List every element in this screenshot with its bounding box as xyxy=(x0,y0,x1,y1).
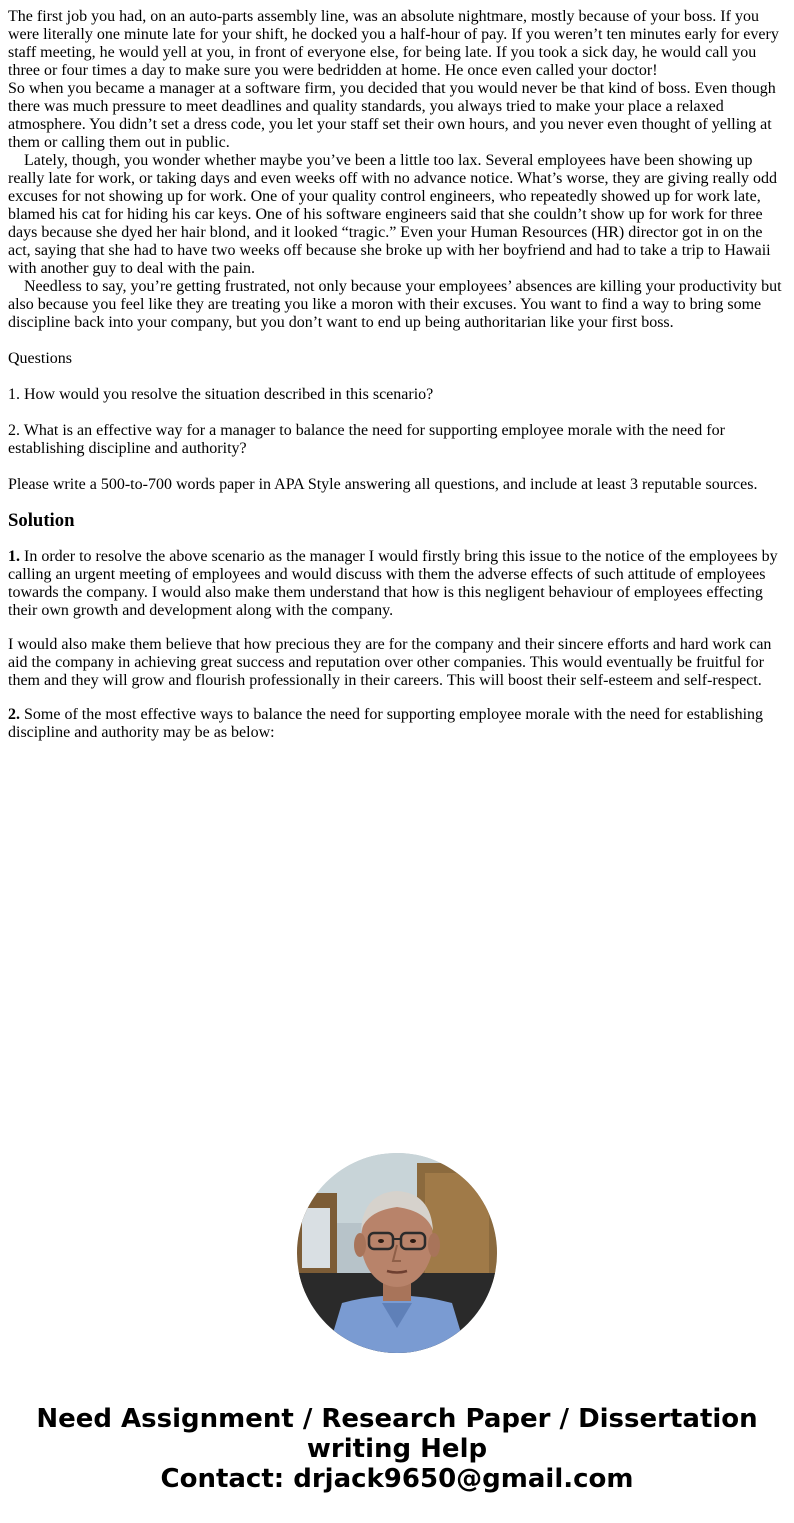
promo-line-1: Need Assignment / Research Paper / Dissertation xyxy=(36,1404,758,1434)
solution-paragraph-3 xyxy=(8,706,784,742)
scenario-paragraph-1: The first job you had, on an auto-parts assembly line, was an absolute nightmare, mostly because of your boss. If you were literally one minute late for your shift, he docked you a half-hour of pay. If you weren’t ten minutes early for every staff meeting, he would yell at you, in front of everyone else, for being late. If you took a sick day, he would call you three or four times a day to make sure you were bedridden at home. He once even called your doctor! xyxy=(8,8,779,79)
scenario-paragraph-2: So when you became a manager at a software firm, you decided that you would never be that kind of boss. Even though there was much pressure to meet deadlines and quality standards, you always tried to make your place a relaxed atmosphere. You didn’t set a dress code, you let your staff set their own hours, and you never even thought of yelling at them or calling them out in public. xyxy=(8,80,776,151)
scenario-paragraph-3: Lately, though, you wonder whether maybe you’ve been a little too lax. Several employees have been showing up really late for work, or taking days and even weeks off with no advance notice. What’s worse, they are giving really odd excuses for not showing up for work. One of your quality control engineers, who repeatedly showed up for work late, blamed his cat for hiding his car keys. One of his software engineers said that she couldn’t show up for work for three days because she dyed her hair blond, and it looked “tragic.” Even your Human Resources (HR) director got in on the act, saying that she had to have two weeks off because she broke up with her boyfriend and had to take a trip to Hawaii with another guy to deal with the pain. xyxy=(8,152,777,277)
tutor-portrait-image xyxy=(297,1153,497,1353)
scenario-paragraph-4: Needless to say, you’re getting frustrated, not only because your employees’ absences are killing your productivity but also because you feel like they are treating you like a moron with their excuses. You want to find a way to bring some discipline back into your company, but you don’t want to end up being authoritarian like your first boss. xyxy=(8,278,782,331)
solution-paragraph-2: I would also make them believe that how precious they are for the company and their sincere efforts and hard work can aid the company in achieving great success and reputation over other companies. This would eventually be fruitful for them and they will grow and flourish professionally in their careers. This will boost their self-esteem and self-respect. xyxy=(8,636,772,689)
assignment-instructions: Please write a 500-to-700 words paper in APA Style answering all questions, and include at least 3 reputable sources. xyxy=(8,476,758,493)
spacer xyxy=(8,368,784,386)
tutor-avatar xyxy=(297,1153,497,1353)
spacer xyxy=(8,458,784,476)
promo-banner xyxy=(0,1404,794,1494)
solution-paragraph-1 xyxy=(8,548,784,620)
solution-text-3: Some of the most effective ways to balance the need for supporting employee morale with the need for establishing discipline and authority may be as below: xyxy=(8,706,764,741)
answer-number-2: 2. xyxy=(8,706,20,723)
question-1: 1. How would you resolve the situation described in this scenario? xyxy=(8,386,434,403)
promo-line-2: writing Help xyxy=(306,1434,488,1464)
promo-contact: Contact: drjack9650@gmail.com xyxy=(160,1464,634,1494)
spacer xyxy=(8,404,784,422)
questions-label: Questions xyxy=(8,350,72,367)
question-2: 2. What is an effective way for a manager to balance the need for supporting employee morale with the need for establishing discipline and authority? xyxy=(8,422,725,457)
answer-number-1: 1. xyxy=(8,548,20,565)
spacer xyxy=(8,332,784,350)
document-body xyxy=(8,8,784,758)
solution-text-1: In order to resolve the above scenario as the manager I would firstly bring this issue to the notice of the employees by calling an urgent meeting of employees and would discuss with them the adverse effects of such attitude of employees towards the company. I would also make them understand that how is this negligent behaviour of employees effecting their own growth and development along with the company. xyxy=(8,548,778,619)
solution-heading: Solution xyxy=(8,510,75,531)
